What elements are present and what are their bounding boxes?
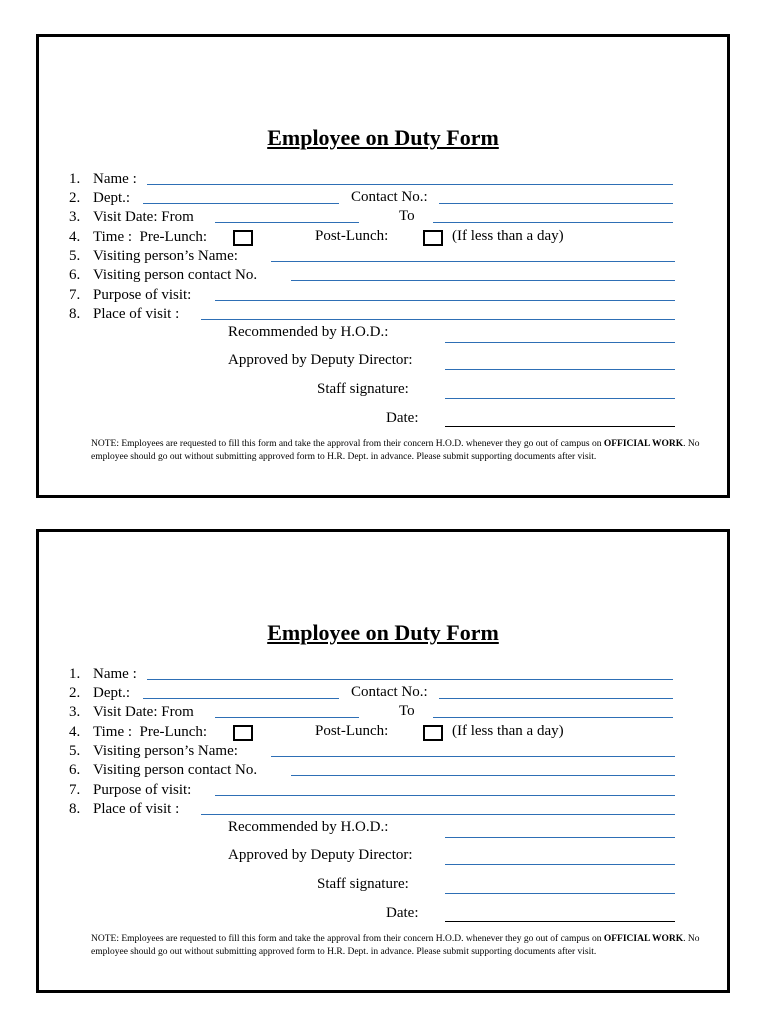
purpose-field[interactable] bbox=[215, 795, 675, 796]
date-field[interactable] bbox=[445, 921, 675, 922]
form-title: Employee on Duty Form bbox=[267, 125, 499, 150]
contact-field[interactable] bbox=[439, 698, 673, 699]
post-lunch-label: Post-Lunch: bbox=[315, 228, 389, 244]
less-than-day-label: (If less than a day) bbox=[452, 228, 564, 244]
note-official-work: OFFICIAL WORK bbox=[603, 439, 684, 449]
visit-date-label: Visit Date: From bbox=[93, 704, 194, 720]
time-pre-lunch-label: Time : Pre-Lunch: bbox=[93, 724, 208, 740]
staff-signature-field[interactable] bbox=[445, 398, 675, 399]
name-label: Name : bbox=[93, 666, 137, 682]
dept-field[interactable] bbox=[143, 203, 339, 204]
visiting-name-field[interactable] bbox=[271, 756, 675, 757]
deputy-director-signature-field[interactable] bbox=[445, 864, 675, 865]
note-official-work: OFFICIAL WORK bbox=[603, 934, 684, 944]
deputy-director-label: Approved by Deputy Director: bbox=[228, 352, 413, 368]
to-label: To bbox=[399, 208, 415, 224]
contact-field[interactable] bbox=[439, 203, 673, 204]
to-label: To bbox=[399, 703, 415, 719]
note-part-2: . No employee should go out without submitting approved form to H.R. Dept. in advance. Please submit supporting documents after visit. bbox=[91, 439, 700, 462]
item-number: 6. bbox=[69, 267, 81, 283]
post-lunch-checkbox[interactable] bbox=[423, 725, 443, 741]
visit-from-field[interactable] bbox=[215, 717, 359, 718]
pre-lunch-checkbox[interactable] bbox=[233, 230, 253, 246]
hod-signature-field[interactable] bbox=[445, 342, 675, 343]
purpose-field[interactable] bbox=[215, 300, 675, 301]
visit-to-field[interactable] bbox=[433, 717, 673, 718]
visiting-name-label: Visiting person’s Name: bbox=[93, 743, 238, 759]
pre-lunch-checkbox[interactable] bbox=[233, 725, 253, 741]
name-label: Name : bbox=[93, 171, 137, 187]
item-number: 6. bbox=[69, 762, 81, 778]
note-part-1: NOTE: Employees are requested to fill this form and take the approval from their concern H.O.D. whenever they go out of campus on bbox=[91, 934, 602, 944]
item-number: 2. bbox=[69, 685, 81, 701]
purpose-label: Purpose of visit: bbox=[93, 287, 192, 303]
visiting-contact-label: Visiting person contact No. bbox=[93, 267, 258, 283]
note-text bbox=[91, 933, 715, 958]
less-than-day-label: (If less than a day) bbox=[452, 723, 564, 739]
place-field[interactable] bbox=[201, 319, 675, 320]
item-number: 5. bbox=[69, 743, 81, 759]
visiting-contact-label: Visiting person contact No. bbox=[93, 762, 258, 778]
contact-label: Contact No.: bbox=[351, 684, 428, 700]
item-number: 4. bbox=[69, 724, 81, 740]
hod-label: Recommended by H.O.D.: bbox=[228, 324, 389, 340]
dept-label: Dept.: bbox=[93, 190, 131, 206]
visiting-name-field[interactable] bbox=[271, 261, 675, 262]
form-card-2 bbox=[36, 529, 730, 993]
hod-label: Recommended by H.O.D.: bbox=[228, 819, 389, 835]
item-number: 1. bbox=[69, 666, 81, 682]
staff-signature-label: Staff signature: bbox=[317, 876, 409, 892]
purpose-label: Purpose of visit: bbox=[93, 782, 192, 798]
date-field[interactable] bbox=[445, 426, 675, 427]
item-number: 5. bbox=[69, 248, 81, 264]
staff-signature-field[interactable] bbox=[445, 893, 675, 894]
item-number: 4. bbox=[69, 229, 81, 245]
visiting-contact-field[interactable] bbox=[291, 280, 675, 281]
staff-signature-label: Staff signature: bbox=[317, 381, 409, 397]
note-part-1: NOTE: Employees are requested to fill this form and take the approval from their concern H.O.D. whenever they go out of campus on bbox=[91, 439, 602, 449]
post-lunch-checkbox[interactable] bbox=[423, 230, 443, 246]
visiting-name-label: Visiting person’s Name: bbox=[93, 248, 238, 264]
item-number: 8. bbox=[69, 801, 81, 817]
form-card-1 bbox=[36, 34, 730, 498]
hod-signature-field[interactable] bbox=[445, 837, 675, 838]
date-label: Date: bbox=[386, 905, 419, 921]
name-field[interactable] bbox=[147, 184, 673, 185]
item-number: 7. bbox=[69, 287, 81, 303]
note-part-2: . No employee should go out without submitting approved form to H.R. Dept. in advance. Please submit supporting documents after visit. bbox=[91, 934, 700, 957]
date-label: Date: bbox=[386, 410, 419, 426]
visit-date-label: Visit Date: From bbox=[93, 209, 194, 225]
dept-field[interactable] bbox=[143, 698, 339, 699]
post-lunch-label: Post-Lunch: bbox=[315, 723, 389, 739]
deputy-director-signature-field[interactable] bbox=[445, 369, 675, 370]
place-label: Place of visit : bbox=[93, 306, 180, 322]
visiting-contact-field[interactable] bbox=[291, 775, 675, 776]
place-label: Place of visit : bbox=[93, 801, 180, 817]
place-field[interactable] bbox=[201, 814, 675, 815]
item-number: 1. bbox=[69, 171, 81, 187]
item-number: 7. bbox=[69, 782, 81, 798]
item-number: 2. bbox=[69, 190, 81, 206]
form-title: Employee on Duty Form bbox=[267, 620, 499, 645]
item-number: 3. bbox=[69, 704, 81, 720]
item-number: 8. bbox=[69, 306, 81, 322]
deputy-director-label: Approved by Deputy Director: bbox=[228, 847, 413, 863]
dept-label: Dept.: bbox=[93, 685, 131, 701]
name-field[interactable] bbox=[147, 679, 673, 680]
visit-from-field[interactable] bbox=[215, 222, 359, 223]
time-pre-lunch-label: Time : Pre-Lunch: bbox=[93, 229, 208, 245]
contact-label: Contact No.: bbox=[351, 189, 428, 205]
item-number: 3. bbox=[69, 209, 81, 225]
visit-to-field[interactable] bbox=[433, 222, 673, 223]
note-text bbox=[91, 438, 715, 463]
